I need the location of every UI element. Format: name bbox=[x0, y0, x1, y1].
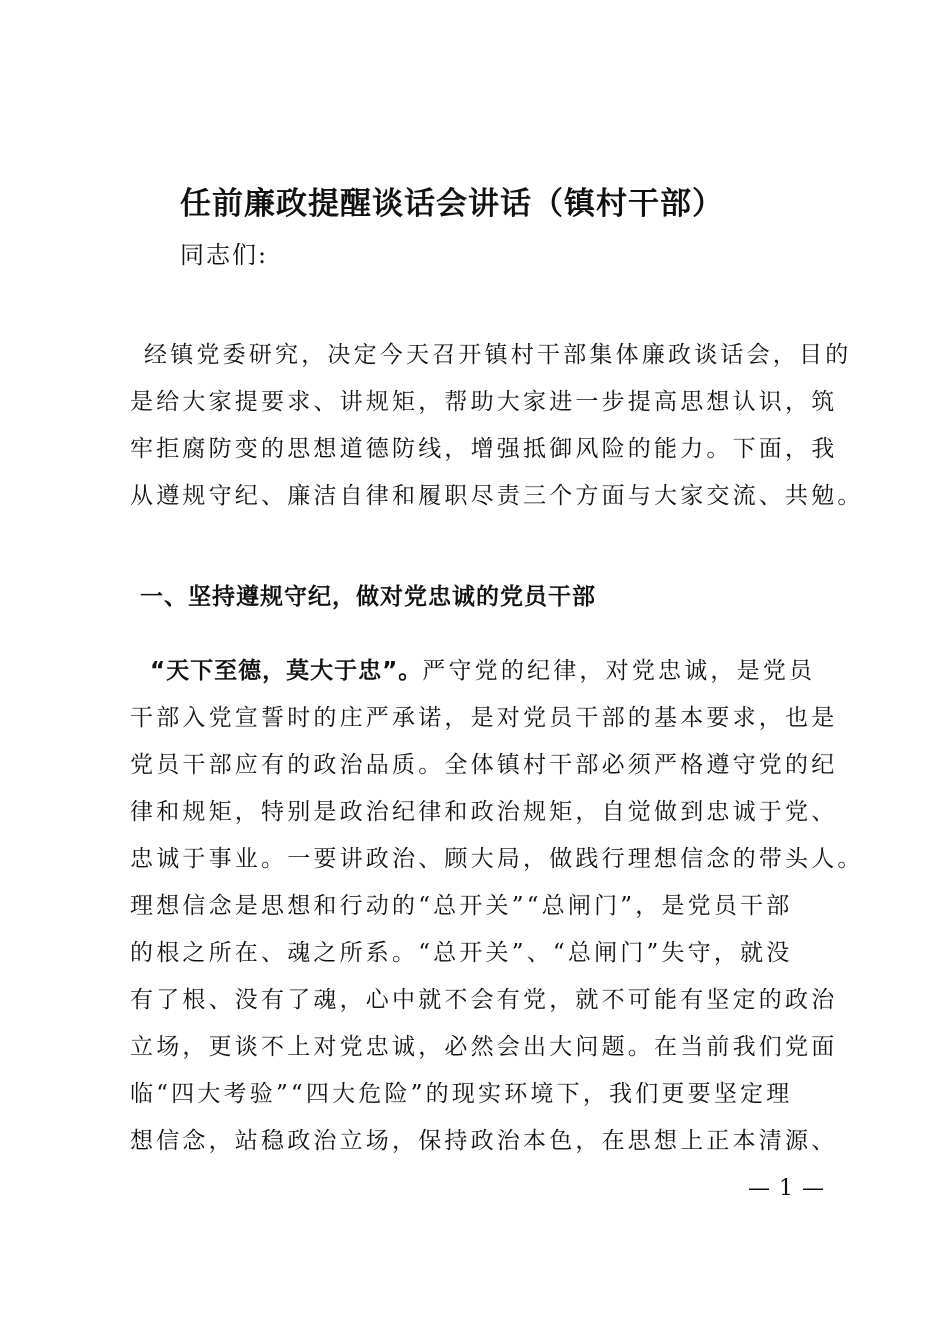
paragraph-line: 牢拒腐防变的思想道德防线，增强抵御风险的能力。下面，我 bbox=[130, 436, 838, 462]
paragraph-line: 立场，更谈不上对党忠诚，必然会出大问题。在当前我们党面 bbox=[130, 1034, 838, 1060]
section-paragraph bbox=[130, 648, 864, 1165]
paragraph-line: 是给大家提要求、讲规矩，帮助大家进一步提高思想认识，筑 bbox=[130, 389, 838, 415]
paragraph-line: 忠诚于事业。一要讲政治、顾大局，做践行理想信念的带头人。 bbox=[130, 846, 864, 872]
paragraph-line: 想信念，站稳政治立场，保持政治本色，在思想上正本清源、 bbox=[130, 1128, 838, 1154]
paragraph-line: 理想信念是思想和行动的“总开关”“总闸门”，是党员干部 bbox=[130, 893, 793, 919]
paragraph-line: 经镇党委研究，决定今天召开镇村干部集体廉政谈话会，目的 bbox=[144, 342, 852, 368]
paragraph-line: 有了根、没有了魂，心中就不会有党，就不可能有坚定的政治 bbox=[130, 987, 838, 1013]
document-title: 任前廉政提醒谈话会讲话（镇村干部） bbox=[180, 186, 724, 222]
paragraph-line: 干部入党宣誓时的庄严承诺，是对党员干部的基本要求，也是 bbox=[130, 705, 838, 731]
paragraph-line: 临“四大考验”“四大危险”的现实环境下，我们更要坚定理 bbox=[130, 1081, 793, 1107]
lead-quote: “天下至德，莫大于忠”。 bbox=[150, 658, 423, 684]
paragraph-line: 律和规矩，特别是政治纪律和政治规矩，自觉做到忠诚于党、 bbox=[130, 799, 838, 825]
paragraph-first-line bbox=[130, 648, 850, 695]
first-line-rest: 严守党的纪律，对党忠诚，是党员 bbox=[422, 658, 816, 684]
paragraph-line: 的根之所在、魂之所系。“总开关”、“总闸门”失守，就没 bbox=[130, 940, 793, 966]
paragraph-line: 党员干部应有的政治品质。全体镇村干部必须严格遵守党的纪 bbox=[130, 752, 838, 778]
intro-paragraph bbox=[130, 332, 864, 520]
salutation: 同志们: bbox=[180, 241, 269, 269]
section-heading: 一、坚持遵规守纪，做对党忠诚的党员干部 bbox=[140, 584, 596, 610]
paragraph-line: 从遵规守纪、廉洁自律和履职尽责三个方面与大家交流、共勉。 bbox=[130, 483, 864, 509]
page-number: — 1 — bbox=[748, 1176, 825, 1201]
